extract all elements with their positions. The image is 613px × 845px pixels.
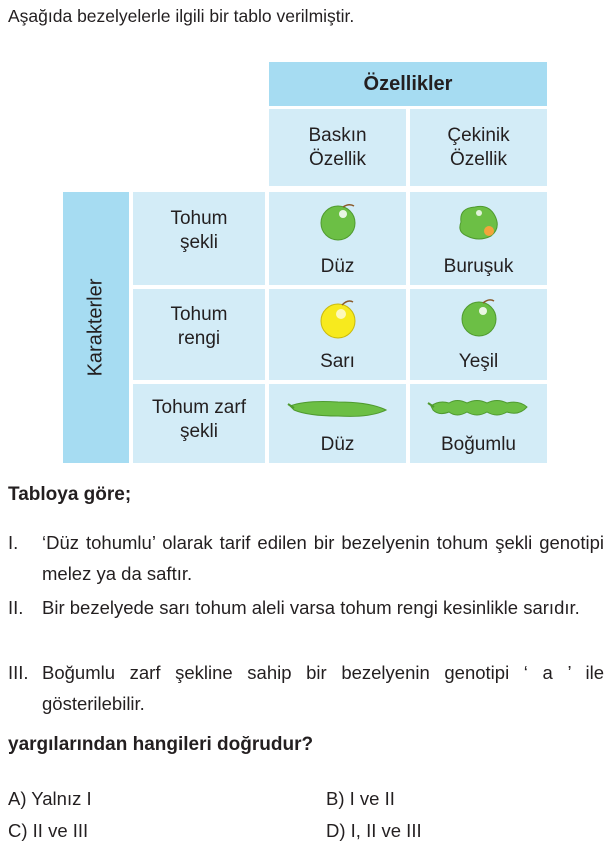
row-label-seed-color (133, 289, 265, 380)
cell-pod-shape-dominant (269, 384, 406, 463)
green-pea-icon (454, 295, 504, 339)
row-label-text: Tohum rengi (170, 303, 228, 349)
cell-seed-color-recessive (410, 289, 547, 380)
statement-number: I. (8, 532, 19, 553)
header-ozellikler-label: Özellikler (363, 72, 453, 95)
header-ozellikler (269, 62, 547, 106)
wrinkled-green-pea-icon (449, 198, 509, 242)
cell-caption: Boğumlu (441, 434, 516, 456)
option-a[interactable]: A) Yalnız I (8, 788, 92, 809)
option-b[interactable]: B) I ve II (326, 788, 395, 809)
cell-pod-shape-recessive (410, 384, 547, 463)
smooth-pod-icon (286, 396, 390, 420)
statement-text: ‘Düz tohumlu’ olarak tarif edilen bir bezelyenin tohum şekli genotipi melez ya da saftır. (42, 532, 604, 584)
statement-text: Bir bezelyede sarı tohum aleli varsa tohum rengi kesinlikle sarıdır. (42, 597, 580, 618)
col-header-recessive-label: Çekinik Özellik (447, 124, 510, 170)
question-prompt: yargılarından hangileri doğrudur? (8, 734, 314, 755)
question-lead: Tabloya göre; (8, 484, 132, 505)
col-header-dominant-label: Baskın Özellik (308, 124, 367, 170)
cell-caption: Sarı (320, 351, 355, 373)
intro-text: Aşağıda bezelyelerle ilgili bir tablo verilmiştir. (8, 6, 355, 26)
option-d[interactable]: D) I, II ve III (326, 820, 422, 841)
side-header-karakterler (63, 192, 129, 463)
row-label-seed-shape (133, 192, 265, 285)
statement-text: Boğumlu zarf şekline sahip bir bezelyenin genotipi ‘ a ’ ile gösterilebilir. (42, 662, 604, 714)
statement-2 (8, 593, 604, 655)
cell-caption: Yeşil (458, 351, 499, 373)
row-label-text: Tohum zarf şekli (152, 396, 246, 442)
yellow-pea-icon (313, 295, 363, 339)
round-green-pea-icon (313, 198, 363, 242)
col-header-recessive (410, 109, 547, 186)
row-label-pod-shape (133, 384, 265, 463)
constricted-pod-icon (427, 394, 531, 422)
row-label-text: Tohum şekli (170, 207, 228, 253)
cell-caption: Düz (320, 434, 355, 456)
statement-3 (8, 658, 604, 720)
col-header-dominant (269, 109, 406, 186)
cell-caption: Buruşuk (443, 256, 514, 278)
statement-number: III. (8, 662, 29, 683)
cell-seed-shape-dominant (269, 192, 406, 285)
cell-seed-shape-recessive (410, 192, 547, 285)
side-header-label: Karakterler (84, 278, 107, 377)
statement-1 (8, 528, 604, 590)
cell-seed-color-dominant (269, 289, 406, 380)
cell-caption: Düz (320, 256, 355, 278)
statement-number: II. (8, 597, 24, 618)
option-c[interactable]: C) II ve III (8, 820, 89, 841)
